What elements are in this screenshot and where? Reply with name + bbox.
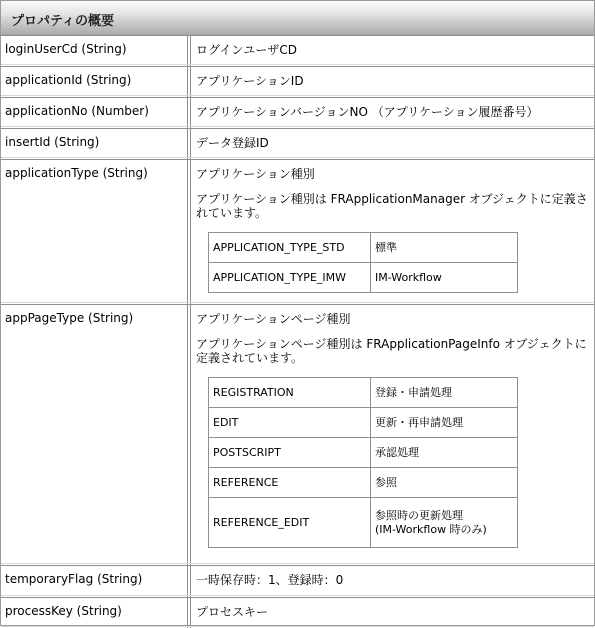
property-row [1,160,594,305]
constant-row [209,233,518,263]
constant-meaning: 承認処理 [371,438,518,468]
constant-name: APPLICATION_TYPE_IMW [209,263,371,293]
property-name: loginUserCd (String) [1,36,188,66]
property-name: insertId (String) [1,129,188,159]
property-description: アプリケーションバージョンNO （アプリケーション履歴番号） [196,105,539,119]
constant-name: REGISTRATION [209,378,371,408]
constant-meaning: IM-Workflow [371,263,518,293]
constant-row [209,378,518,408]
property-row [1,98,594,129]
property-name: processKey (String) [1,598,188,628]
property-name: applicationNo (Number) [1,98,188,128]
constant-name: APPLICATION_TYPE_STD [209,233,371,263]
property-name: appPageType (String) [1,305,188,565]
property-description: データ登録ID [196,136,269,150]
property-name: temporaryFlag (String) [1,566,188,597]
property-note: アプリケーションページ種別は FRApplicationPageInfo オブジェクトに定義されています。 [196,337,587,365]
constant-row [209,263,518,293]
constant-row [209,438,518,468]
property-description: 一時保存時：1、登録時：0 [196,573,344,587]
constant-row [209,468,518,498]
property-row [1,566,594,598]
property-description: アプリケーション種別 アプリケーション種別は FRApplicationManager オブジェクトに定義されています。 APPLICATION_TYPE_STD 標準 APPLICATION_TYPE_IMW IM-Workflow [188,160,594,304]
property-row [1,129,594,160]
constant-row [209,498,518,548]
panel-title: プロパティの概要 [11,14,114,29]
panel-header [1,1,594,36]
constant-name: EDIT [209,408,371,438]
constant-name: REFERENCE_EDIT [209,498,371,548]
constant-table [208,232,518,293]
property-description: アプリケーションID [196,74,304,88]
constant-meaning: 参照 [371,468,518,498]
property-row [1,305,594,566]
property-note: アプリケーション種別は FRApplicationManager オブジェクトに定義されています。 [196,192,588,220]
property-name: applicationId (String) [1,67,188,97]
property-row [1,67,594,98]
constant-meaning: 登録・申請処理 [371,378,518,408]
constant-row [209,408,518,438]
constant-name: POSTSCRIPT [209,438,371,468]
constant-meaning: 参照時の更新処理 (IM-Workflow 時のみ) [371,498,518,548]
property-row [1,36,594,67]
property-name: applicationType (String) [1,160,188,304]
property-description: ログインユーザCD [196,43,298,57]
constant-meaning: 更新・再申請処理 [371,408,518,438]
property-row [1,598,594,628]
constant-name: REFERENCE [209,468,371,498]
constant-table [208,377,518,548]
constant-meaning: 標準 [371,233,518,263]
property-description: アプリケーションページ種別 アプリケーションページ種別は FRApplicationPageInfo オブジェクトに定義されています。 REGISTRATION 登録・申請処理 EDIT 更新・再申請処理 POSTSCRIPT 承認処理 REFERENCE 参照 REFERENCE_EDIT 参照時の更新処理 (IM-Workflow 時のみ) [188,305,594,565]
property-description: プロセスキー [196,605,269,619]
